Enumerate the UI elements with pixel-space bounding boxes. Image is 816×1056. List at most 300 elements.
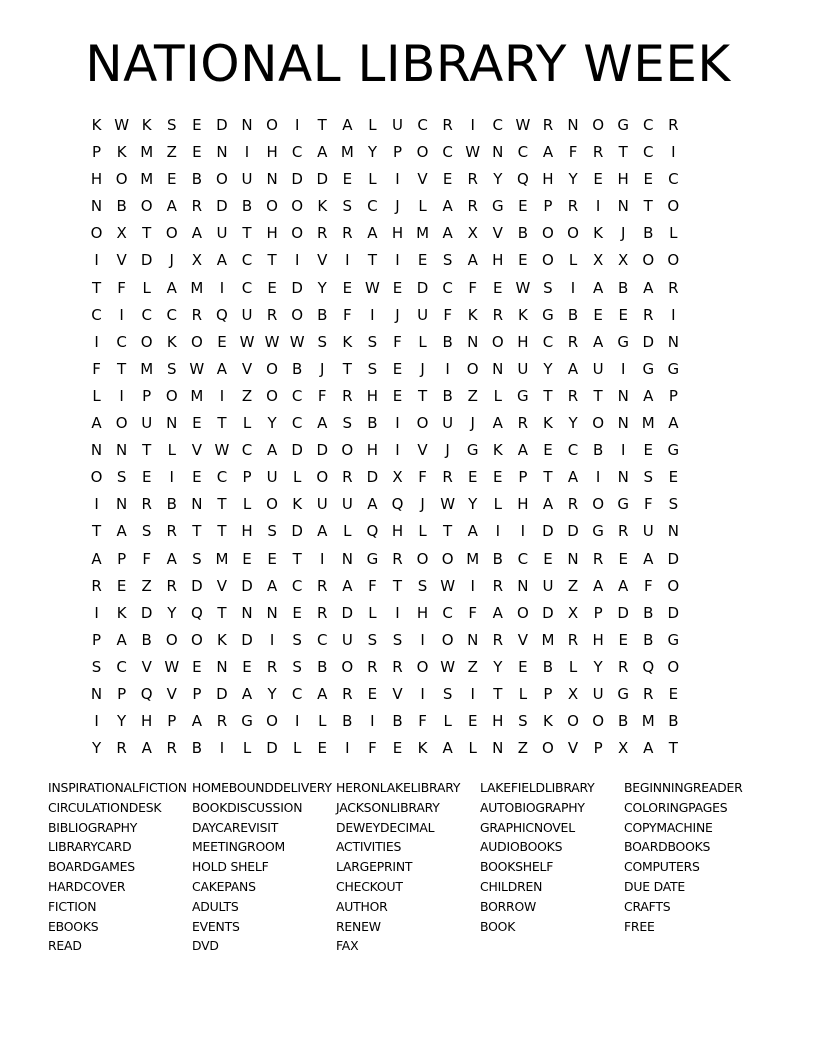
grid-letter[interactable]: E <box>392 359 403 378</box>
grid-letter[interactable]: O <box>291 224 304 243</box>
grid-letter[interactable]: G <box>617 116 629 134</box>
grid-letter[interactable]: J <box>395 197 400 216</box>
grid-letter[interactable]: K <box>593 224 604 243</box>
grid-letter[interactable]: I <box>169 468 174 487</box>
grid-letter[interactable]: R <box>442 116 453 134</box>
grid-letter[interactable]: B <box>618 278 629 297</box>
grid-letter[interactable]: N <box>667 522 679 541</box>
grid-letter[interactable]: A <box>91 414 102 433</box>
grid-letter[interactable]: G <box>617 684 629 703</box>
grid-letter[interactable]: E <box>217 332 227 351</box>
grid-letter[interactable]: N <box>617 414 629 433</box>
grid-letter[interactable]: C <box>517 549 529 568</box>
grid-letter[interactable]: F <box>443 305 452 324</box>
grid-letter[interactable]: N <box>116 441 128 460</box>
grid-letter[interactable]: R <box>392 549 403 568</box>
grid-letter[interactable]: O <box>316 468 329 487</box>
grid-letter[interactable]: B <box>492 549 503 568</box>
grid-letter[interactable]: H <box>517 495 529 514</box>
grid-letter[interactable]: P <box>668 386 678 405</box>
grid-letter[interactable]: A <box>317 684 328 703</box>
grid-letter[interactable]: P <box>543 197 553 216</box>
grid-letter[interactable]: C <box>367 197 378 216</box>
grid-letter[interactable]: I <box>94 495 99 514</box>
grid-letter[interactable]: U <box>141 414 153 433</box>
grid-letter[interactable]: D <box>291 278 303 297</box>
grid-letter[interactable]: V <box>517 630 528 649</box>
grid-letter[interactable]: L <box>292 468 302 487</box>
grid-letter[interactable]: I <box>119 386 124 405</box>
grid-letter[interactable]: I <box>470 684 475 703</box>
grid-letter[interactable]: B <box>643 630 654 649</box>
grid-letter[interactable]: H <box>617 170 629 189</box>
grid-letter[interactable]: S <box>342 414 353 433</box>
grid-letter[interactable]: V <box>417 441 428 460</box>
grid-letter[interactable]: B <box>241 197 253 216</box>
grid-letter[interactable]: I <box>294 712 300 731</box>
grid-letter[interactable]: X <box>592 251 604 270</box>
grid-letter[interactable]: L <box>142 278 151 297</box>
grid-letter[interactable]: N <box>266 170 278 189</box>
grid-letter[interactable]: P <box>543 684 553 703</box>
grid-letter[interactable]: H <box>391 522 404 541</box>
grid-letter[interactable]: U <box>266 468 278 487</box>
grid-letter[interactable]: T <box>392 576 403 595</box>
grid-letter[interactable]: O <box>567 224 579 243</box>
grid-letter[interactable]: W <box>164 657 180 676</box>
grid-letter[interactable]: W <box>114 116 130 134</box>
grid-letter[interactable]: O <box>190 630 203 649</box>
grid-letter[interactable]: I <box>219 739 225 758</box>
grid-letter[interactable]: X <box>392 468 403 487</box>
grid-letter[interactable]: U <box>542 576 554 595</box>
grid-letter[interactable]: R <box>342 386 353 405</box>
grid-letter[interactable]: R <box>643 305 654 324</box>
grid-letter[interactable]: E <box>442 170 453 189</box>
grid-letter[interactable]: A <box>116 522 127 541</box>
grid-letter[interactable]: C <box>216 468 228 487</box>
grid-letter[interactable]: O <box>466 359 479 378</box>
grid-letter[interactable]: M <box>541 630 555 649</box>
grid-letter[interactable]: O <box>165 386 178 405</box>
grid-letter[interactable]: J <box>620 224 626 243</box>
grid-letter[interactable]: W <box>465 143 481 162</box>
grid-letter[interactable]: N <box>241 603 253 622</box>
grid-letter[interactable]: T <box>192 522 202 541</box>
grid-letter[interactable]: D <box>291 522 303 541</box>
grid-letter[interactable]: K <box>492 441 503 460</box>
grid-letter[interactable]: A <box>266 576 278 595</box>
grid-letter[interactable]: R <box>317 224 328 243</box>
grid-letter[interactable]: R <box>592 549 604 568</box>
grid-letter[interactable]: R <box>592 143 604 162</box>
grid-letter[interactable]: N <box>90 441 103 460</box>
grid-letter[interactable]: B <box>317 657 328 676</box>
grid-letter[interactable]: K <box>467 305 478 324</box>
grid-letter[interactable]: M <box>641 414 655 433</box>
grid-letter[interactable]: P <box>117 684 127 703</box>
grid-letter[interactable]: A <box>367 224 378 243</box>
grid-letter[interactable]: N <box>116 495 128 514</box>
grid-letter[interactable]: T <box>142 224 152 243</box>
grid-letter[interactable]: G <box>667 359 680 378</box>
grid-letter[interactable]: Q <box>216 305 228 324</box>
grid-letter[interactable]: T <box>217 414 227 433</box>
grid-letter[interactable]: T <box>643 197 653 216</box>
grid-letter[interactable]: G <box>642 359 655 378</box>
grid-letter[interactable]: E <box>618 305 628 324</box>
grid-letter[interactable]: Z <box>517 739 528 758</box>
grid-letter[interactable]: Y <box>117 712 127 731</box>
grid-letter[interactable]: N <box>216 657 228 676</box>
grid-letter[interactable]: A <box>216 251 228 270</box>
grid-letter[interactable]: N <box>492 359 504 378</box>
grid-letter[interactable]: K <box>91 116 102 134</box>
grid-letter[interactable]: E <box>267 549 277 568</box>
grid-letter[interactable]: B <box>542 657 554 676</box>
grid-letter[interactable]: O <box>140 197 153 216</box>
grid-letter[interactable]: R <box>266 305 278 324</box>
grid-letter[interactable]: E <box>192 657 202 676</box>
grid-letter[interactable]: L <box>568 251 578 270</box>
grid-letter[interactable]: E <box>192 414 202 433</box>
grid-letter[interactable]: A <box>592 332 604 351</box>
grid-letter[interactable]: Y <box>317 278 327 297</box>
grid-letter[interactable]: O <box>516 603 529 622</box>
grid-letter[interactable]: N <box>567 116 579 134</box>
grid-letter[interactable]: E <box>342 278 353 297</box>
grid-letter[interactable]: C <box>442 143 453 162</box>
grid-letter[interactable]: M <box>466 549 480 568</box>
grid-letter[interactable]: E <box>493 468 503 487</box>
grid-letter[interactable]: R <box>467 170 478 189</box>
grid-letter[interactable]: N <box>90 684 103 703</box>
grid-letter[interactable]: P <box>392 143 402 162</box>
grid-letter[interactable]: C <box>291 684 303 703</box>
grid-letter[interactable]: R <box>517 414 529 433</box>
grid-letter[interactable]: O <box>266 495 278 514</box>
grid-letter[interactable]: P <box>242 468 252 487</box>
grid-letter[interactable]: I <box>620 441 626 460</box>
grid-letter[interactable]: D <box>567 522 579 541</box>
grid-letter[interactable]: D <box>216 197 228 216</box>
grid-letter[interactable]: S <box>292 657 302 676</box>
grid-letter[interactable]: D <box>341 603 354 622</box>
grid-letter[interactable]: M <box>140 143 154 162</box>
grid-letter[interactable]: E <box>116 576 127 595</box>
grid-letter[interactable]: V <box>241 359 253 378</box>
grid-letter[interactable]: V <box>492 224 503 243</box>
grid-letter[interactable]: Q <box>516 170 529 189</box>
grid-letter[interactable]: I <box>345 251 350 270</box>
grid-letter[interactable]: D <box>140 603 153 622</box>
grid-letter[interactable]: N <box>617 386 629 405</box>
grid-letter[interactable]: C <box>517 143 529 162</box>
grid-letter[interactable]: S <box>518 712 528 731</box>
grid-letter[interactable]: Y <box>493 170 503 189</box>
grid-letter[interactable]: R <box>342 468 353 487</box>
grid-letter[interactable]: W <box>515 116 531 134</box>
grid-letter[interactable]: M <box>215 549 229 568</box>
grid-letter[interactable]: C <box>492 116 504 134</box>
grid-letter[interactable]: T <box>91 522 102 541</box>
grid-letter[interactable]: I <box>94 712 99 731</box>
grid-letter[interactable]: I <box>320 549 325 568</box>
grid-letter[interactable]: A <box>266 441 278 460</box>
grid-letter[interactable]: O <box>266 359 278 378</box>
grid-letter[interactable]: U <box>341 495 353 514</box>
grid-letter[interactable]: C <box>442 603 453 622</box>
grid-letter[interactable]: P <box>92 143 102 162</box>
grid-letter[interactable]: T <box>342 359 352 378</box>
grid-letter[interactable]: S <box>668 495 679 514</box>
grid-letter[interactable]: N <box>216 143 228 162</box>
grid-letter[interactable]: C <box>291 143 303 162</box>
grid-letter[interactable]: J <box>420 359 425 378</box>
grid-letter[interactable]: B <box>191 739 202 758</box>
grid-letter[interactable]: U <box>241 170 253 189</box>
grid-letter[interactable]: I <box>345 739 350 758</box>
grid-letter[interactable]: Y <box>568 414 578 433</box>
grid-letter[interactable]: W <box>440 495 456 514</box>
grid-letter[interactable]: Y <box>91 739 102 758</box>
grid-letter[interactable]: Y <box>568 170 578 189</box>
grid-letter[interactable]: K <box>517 305 528 324</box>
grid-letter[interactable]: S <box>116 468 127 487</box>
grid-letter[interactable]: B <box>367 414 378 433</box>
grid-letter[interactable]: B <box>567 305 579 324</box>
grid-letter[interactable]: E <box>392 739 403 758</box>
grid-letter[interactable]: S <box>167 116 177 134</box>
grid-letter[interactable]: P <box>167 712 177 731</box>
grid-letter[interactable]: J <box>320 359 325 378</box>
grid-letter[interactable]: R <box>166 576 177 595</box>
grid-letter[interactable]: V <box>216 576 228 595</box>
grid-letter[interactable]: C <box>567 441 579 460</box>
grid-letter[interactable]: A <box>191 712 202 731</box>
grid-letter[interactable]: E <box>392 386 403 405</box>
grid-letter[interactable]: D <box>241 576 253 595</box>
grid-letter[interactable]: F <box>142 549 152 568</box>
grid-letter[interactable]: S <box>392 630 403 649</box>
grid-letter[interactable]: G <box>491 197 504 216</box>
grid-letter[interactable]: D <box>316 170 329 189</box>
grid-letter[interactable]: K <box>217 630 227 649</box>
grid-letter[interactable]: Q <box>366 522 379 541</box>
grid-letter[interactable]: F <box>393 332 402 351</box>
grid-letter[interactable]: I <box>495 522 500 541</box>
grid-letter[interactable]: R <box>342 684 353 703</box>
grid-letter[interactable]: O <box>542 251 554 270</box>
grid-letter[interactable]: Q <box>391 495 404 514</box>
grid-letter[interactable]: R <box>567 630 579 649</box>
grid-letter[interactable]: M <box>190 386 204 405</box>
grid-letter[interactable]: S <box>367 359 378 378</box>
grid-letter[interactable]: R <box>91 576 102 595</box>
grid-letter[interactable]: F <box>418 468 427 487</box>
grid-letter[interactable]: O <box>542 739 554 758</box>
grid-letter[interactable]: B <box>442 332 453 351</box>
grid-letter[interactable]: I <box>119 305 124 324</box>
grid-letter[interactable]: L <box>242 495 252 514</box>
grid-letter[interactable]: A <box>668 414 679 433</box>
grid-letter[interactable]: G <box>617 495 629 514</box>
grid-letter[interactable]: O <box>667 251 680 270</box>
grid-letter[interactable]: E <box>618 630 628 649</box>
grid-letter[interactable]: I <box>445 359 450 378</box>
grid-letter[interactable]: H <box>517 332 529 351</box>
grid-letter[interactable]: R <box>216 712 228 731</box>
grid-letter[interactable]: A <box>542 143 554 162</box>
grid-letter[interactable]: D <box>416 278 429 297</box>
grid-letter[interactable]: T <box>668 739 678 758</box>
grid-letter[interactable]: E <box>493 278 503 297</box>
grid-letter[interactable]: T <box>543 468 553 487</box>
grid-letter[interactable]: T <box>142 441 152 460</box>
grid-letter[interactable]: L <box>318 712 327 731</box>
grid-letter[interactable]: S <box>442 251 453 270</box>
grid-letter[interactable]: F <box>317 386 327 405</box>
grid-letter[interactable]: I <box>595 468 601 487</box>
grid-letter[interactable]: E <box>618 549 628 568</box>
grid-letter[interactable]: I <box>470 116 475 134</box>
grid-letter[interactable]: Q <box>140 684 153 703</box>
grid-letter[interactable]: O <box>416 414 429 433</box>
grid-letter[interactable]: T <box>618 143 628 162</box>
grid-letter[interactable]: R <box>617 522 629 541</box>
grid-letter[interactable]: Q <box>190 603 203 622</box>
grid-letter[interactable]: C <box>291 414 303 433</box>
grid-letter[interactable]: H <box>141 712 153 731</box>
grid-letter[interactable]: S <box>367 332 378 351</box>
grid-letter[interactable]: E <box>593 170 603 189</box>
grid-letter[interactable]: Y <box>493 657 503 676</box>
grid-letter[interactable]: A <box>592 278 604 297</box>
grid-letter[interactable]: T <box>217 522 227 541</box>
grid-letter[interactable]: Y <box>367 143 377 162</box>
grid-letter[interactable]: R <box>191 305 203 324</box>
grid-letter[interactable]: A <box>241 684 253 703</box>
grid-letter[interactable]: A <box>342 576 353 595</box>
grid-letter[interactable]: G <box>517 386 529 405</box>
grid-letter[interactable]: E <box>292 603 302 622</box>
grid-letter[interactable]: E <box>543 549 553 568</box>
grid-letter[interactable]: D <box>316 441 329 460</box>
grid-letter[interactable]: F <box>343 305 352 324</box>
grid-letter[interactable]: T <box>217 603 227 622</box>
grid-letter[interactable]: O <box>592 712 604 731</box>
grid-letter[interactable]: R <box>492 576 503 595</box>
grid-letter[interactable]: C <box>141 305 152 324</box>
grid-letter[interactable]: T <box>317 116 327 134</box>
grid-letter[interactable]: B <box>166 495 177 514</box>
grid-letter[interactable]: T <box>217 495 227 514</box>
grid-letter[interactable]: C <box>643 143 654 162</box>
grid-letter[interactable]: A <box>317 143 328 162</box>
grid-letter[interactable]: E <box>167 170 177 189</box>
grid-letter[interactable]: O <box>165 224 178 243</box>
grid-letter[interactable]: O <box>115 170 128 189</box>
grid-letter[interactable]: S <box>417 576 428 595</box>
grid-letter[interactable]: R <box>367 657 378 676</box>
grid-letter[interactable]: A <box>317 522 328 541</box>
grid-letter[interactable]: Y <box>167 603 177 622</box>
grid-letter[interactable]: T <box>91 278 102 297</box>
grid-letter[interactable]: O <box>341 657 354 676</box>
grid-letter[interactable]: A <box>567 359 579 378</box>
grid-letter[interactable]: T <box>242 224 252 243</box>
grid-letter[interactable]: D <box>191 576 203 595</box>
grid-letter[interactable]: D <box>291 441 303 460</box>
grid-letter[interactable]: T <box>292 549 302 568</box>
letter-grid[interactable] <box>84 112 686 762</box>
grid-letter[interactable]: W <box>440 657 456 676</box>
grid-letter[interactable]: Z <box>567 576 579 595</box>
grid-letter[interactable]: E <box>242 549 252 568</box>
grid-letter[interactable]: O <box>341 441 354 460</box>
grid-letter[interactable]: L <box>568 657 578 676</box>
grid-letter[interactable]: I <box>294 116 300 134</box>
grid-letter[interactable]: L <box>242 414 252 433</box>
grid-letter[interactable]: U <box>216 224 228 243</box>
grid-letter[interactable]: A <box>618 576 629 595</box>
grid-letter[interactable]: R <box>617 657 629 676</box>
grid-letter[interactable]: X <box>191 251 202 270</box>
grid-letter[interactable]: F <box>468 603 478 622</box>
grid-letter[interactable]: O <box>90 224 103 243</box>
grid-letter[interactable]: A <box>317 414 328 433</box>
grid-letter[interactable]: D <box>667 603 680 622</box>
grid-letter[interactable]: I <box>595 197 601 216</box>
grid-letter[interactable]: R <box>467 197 478 216</box>
grid-letter[interactable]: R <box>266 657 278 676</box>
grid-letter[interactable]: H <box>592 630 604 649</box>
grid-letter[interactable]: Y <box>267 684 277 703</box>
grid-letter[interactable]: L <box>92 386 101 405</box>
grid-letter[interactable]: N <box>467 630 479 649</box>
grid-letter[interactable]: C <box>643 116 654 134</box>
grid-letter[interactable]: O <box>190 332 203 351</box>
grid-letter[interactable]: T <box>417 386 428 405</box>
grid-letter[interactable]: M <box>416 224 430 243</box>
grid-letter[interactable]: C <box>241 251 253 270</box>
grid-letter[interactable]: R <box>643 684 654 703</box>
grid-letter[interactable]: W <box>440 576 456 595</box>
grid-letter[interactable]: D <box>216 116 228 134</box>
grid-letter[interactable]: R <box>442 468 453 487</box>
grid-letter[interactable]: A <box>166 549 177 568</box>
grid-letter[interactable]: H <box>492 712 504 731</box>
grid-letter[interactable]: I <box>395 603 400 622</box>
grid-letter[interactable]: T <box>443 522 453 541</box>
grid-letter[interactable]: B <box>618 712 629 731</box>
grid-letter[interactable]: O <box>441 549 454 568</box>
grid-letter[interactable]: O <box>266 197 278 216</box>
grid-letter[interactable]: S <box>267 522 277 541</box>
grid-letter[interactable]: G <box>366 549 379 568</box>
grid-letter[interactable]: K <box>417 739 428 758</box>
grid-letter[interactable]: A <box>467 251 478 270</box>
grid-letter[interactable]: A <box>643 739 654 758</box>
grid-letter[interactable]: L <box>242 739 252 758</box>
grid-letter[interactable]: O <box>266 712 278 731</box>
grid-letter[interactable]: W <box>239 332 255 351</box>
grid-letter[interactable]: D <box>241 630 253 649</box>
grid-letter[interactable]: R <box>191 197 203 216</box>
grid-letter[interactable]: O <box>416 657 429 676</box>
grid-letter[interactable]: U <box>316 495 328 514</box>
grid-letter[interactable]: F <box>643 576 653 595</box>
